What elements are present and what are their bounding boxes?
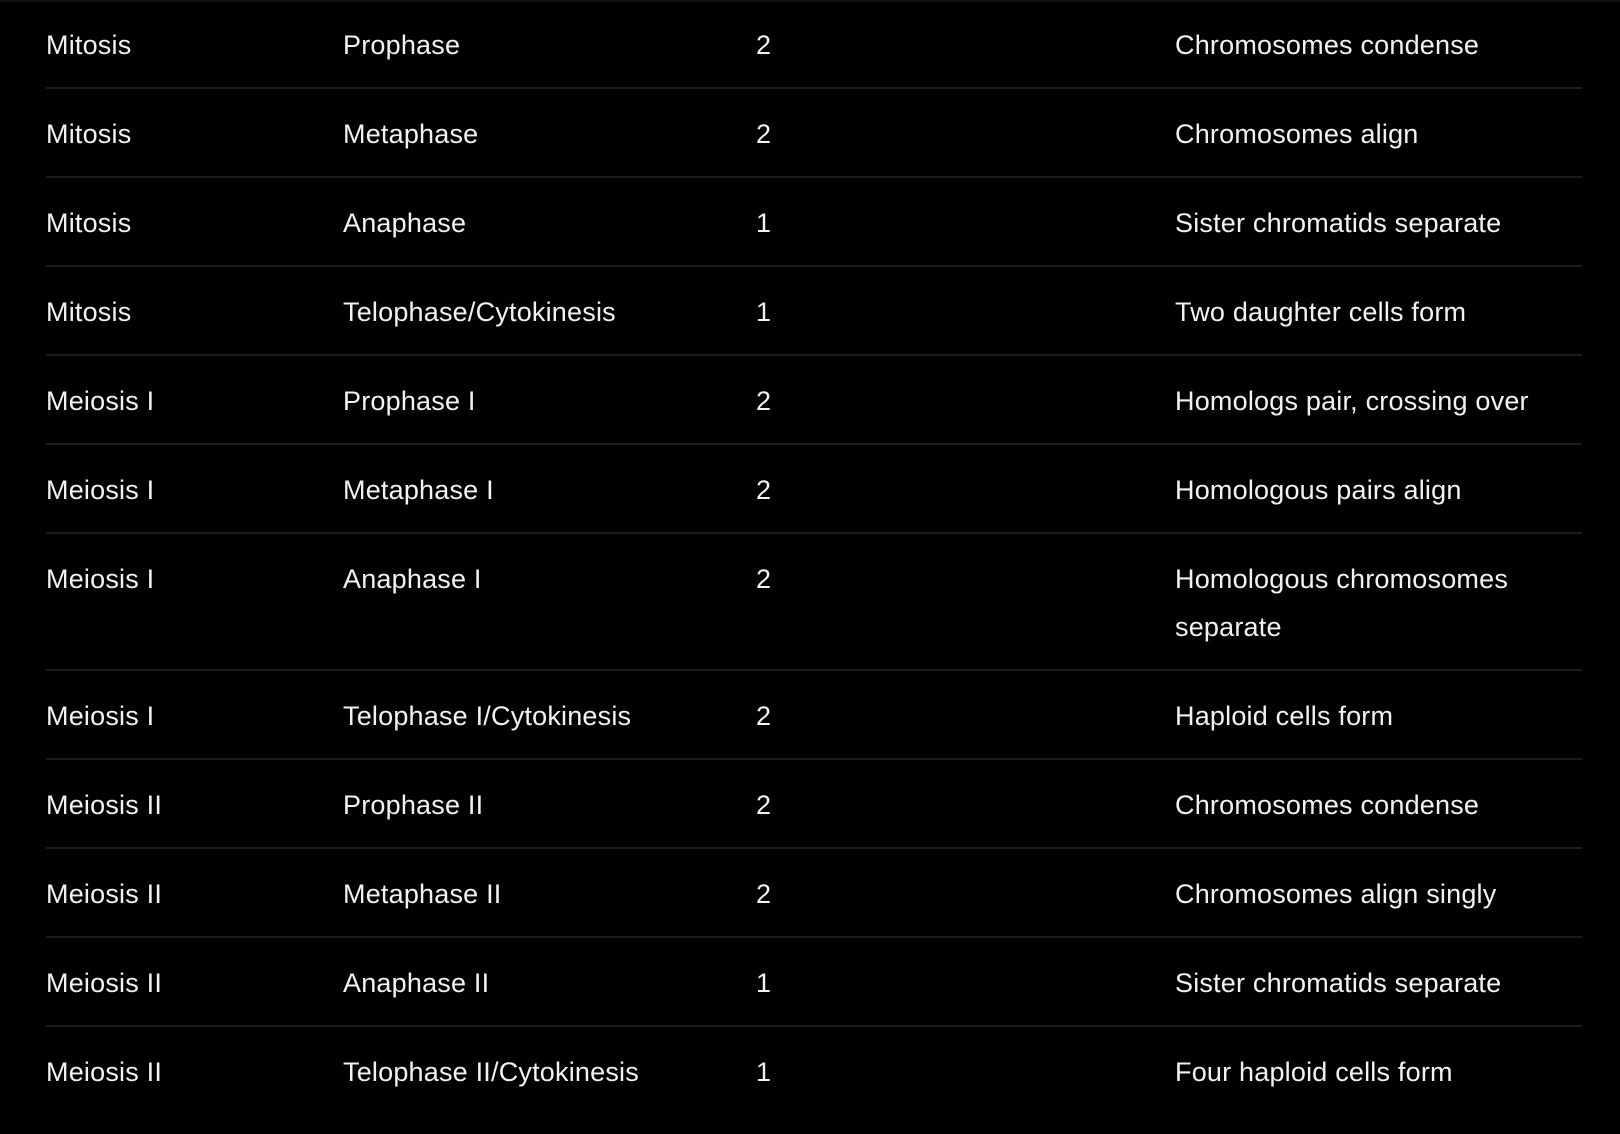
cell-phase: Telophase I/Cytokinesis	[343, 701, 632, 731]
cell-description: Chromosomes condense	[1175, 790, 1480, 820]
cell-process: Meiosis II	[46, 1057, 163, 1087]
cell-phase: Prophase II	[343, 790, 484, 820]
cell-division-table-container	[46, 0, 1582, 1114]
table-row	[46, 670, 1582, 759]
cell-process: Mitosis	[46, 208, 132, 238]
cell-process: Meiosis II	[46, 790, 163, 820]
cell-process: Meiosis I	[46, 564, 155, 594]
table-row	[46, 759, 1582, 848]
cell-phase: Prophase I	[343, 386, 476, 416]
cell-count: 2	[756, 701, 772, 731]
cell-process: Meiosis I	[46, 475, 155, 505]
cell-phase: Anaphase I	[343, 564, 482, 594]
cell-count: 2	[756, 30, 772, 60]
table-row	[46, 355, 1582, 444]
cell-description: Two daughter cells form	[1175, 297, 1467, 327]
cell-description: Sister chromatids separate	[1175, 208, 1502, 238]
cell-description: Homologs pair, crossing over	[1175, 386, 1529, 416]
cell-phase: Metaphase II	[343, 879, 502, 909]
cell-description: Haploid cells form	[1175, 701, 1394, 731]
cell-count: 2	[756, 790, 772, 820]
cell-process: Mitosis	[46, 30, 132, 60]
cell-process: Meiosis II	[46, 968, 163, 998]
cell-count: 1	[756, 968, 772, 998]
cell-count: 2	[756, 386, 772, 416]
cell-description: Chromosomes align	[1175, 119, 1419, 149]
table-row	[46, 937, 1582, 1026]
table-body	[46, 0, 1582, 1114]
cell-process: Meiosis II	[46, 879, 163, 909]
cell-count: 2	[756, 475, 772, 505]
cell-count: 2	[756, 119, 772, 149]
cell-phase: Metaphase	[343, 119, 479, 149]
cell-phase: Telophase II/Cytokinesis	[343, 1057, 639, 1087]
cell-description: Sister chromatids separate	[1175, 968, 1502, 998]
cell-phase: Prophase	[343, 30, 461, 60]
cell-process: Mitosis	[46, 119, 132, 149]
cell-division-table	[46, 0, 1582, 1114]
cell-process: Meiosis I	[46, 701, 155, 731]
table-row	[46, 266, 1582, 355]
table-row	[46, 88, 1582, 177]
cell-phase: Metaphase I	[343, 475, 494, 505]
cell-description: Chromosomes condense	[1175, 30, 1480, 60]
cell-description: Homologous pairs align	[1175, 475, 1462, 505]
cell-phase: Anaphase II	[343, 968, 490, 998]
cell-process: Meiosis I	[46, 386, 155, 416]
cell-description: Four haploid cells form	[1175, 1057, 1453, 1087]
table-row	[46, 533, 1582, 670]
table-row	[46, 444, 1582, 533]
cell-count: 2	[756, 564, 772, 594]
cell-process: Mitosis	[46, 297, 132, 327]
cell-phase: Anaphase	[343, 208, 467, 238]
table-row	[46, 0, 1582, 88]
cell-count: 1	[756, 297, 772, 327]
cell-count: 2	[756, 879, 772, 909]
cell-count: 1	[756, 1057, 772, 1087]
cell-count: 1	[756, 208, 772, 238]
cell-description: Chromosomes align singly	[1175, 879, 1497, 909]
cell-phase: Telophase/Cytokinesis	[343, 297, 616, 327]
cell-description: Homologous chromosomes separate	[1175, 564, 1509, 642]
table-row	[46, 848, 1582, 937]
table-row	[46, 1026, 1582, 1114]
table-row	[46, 177, 1582, 266]
